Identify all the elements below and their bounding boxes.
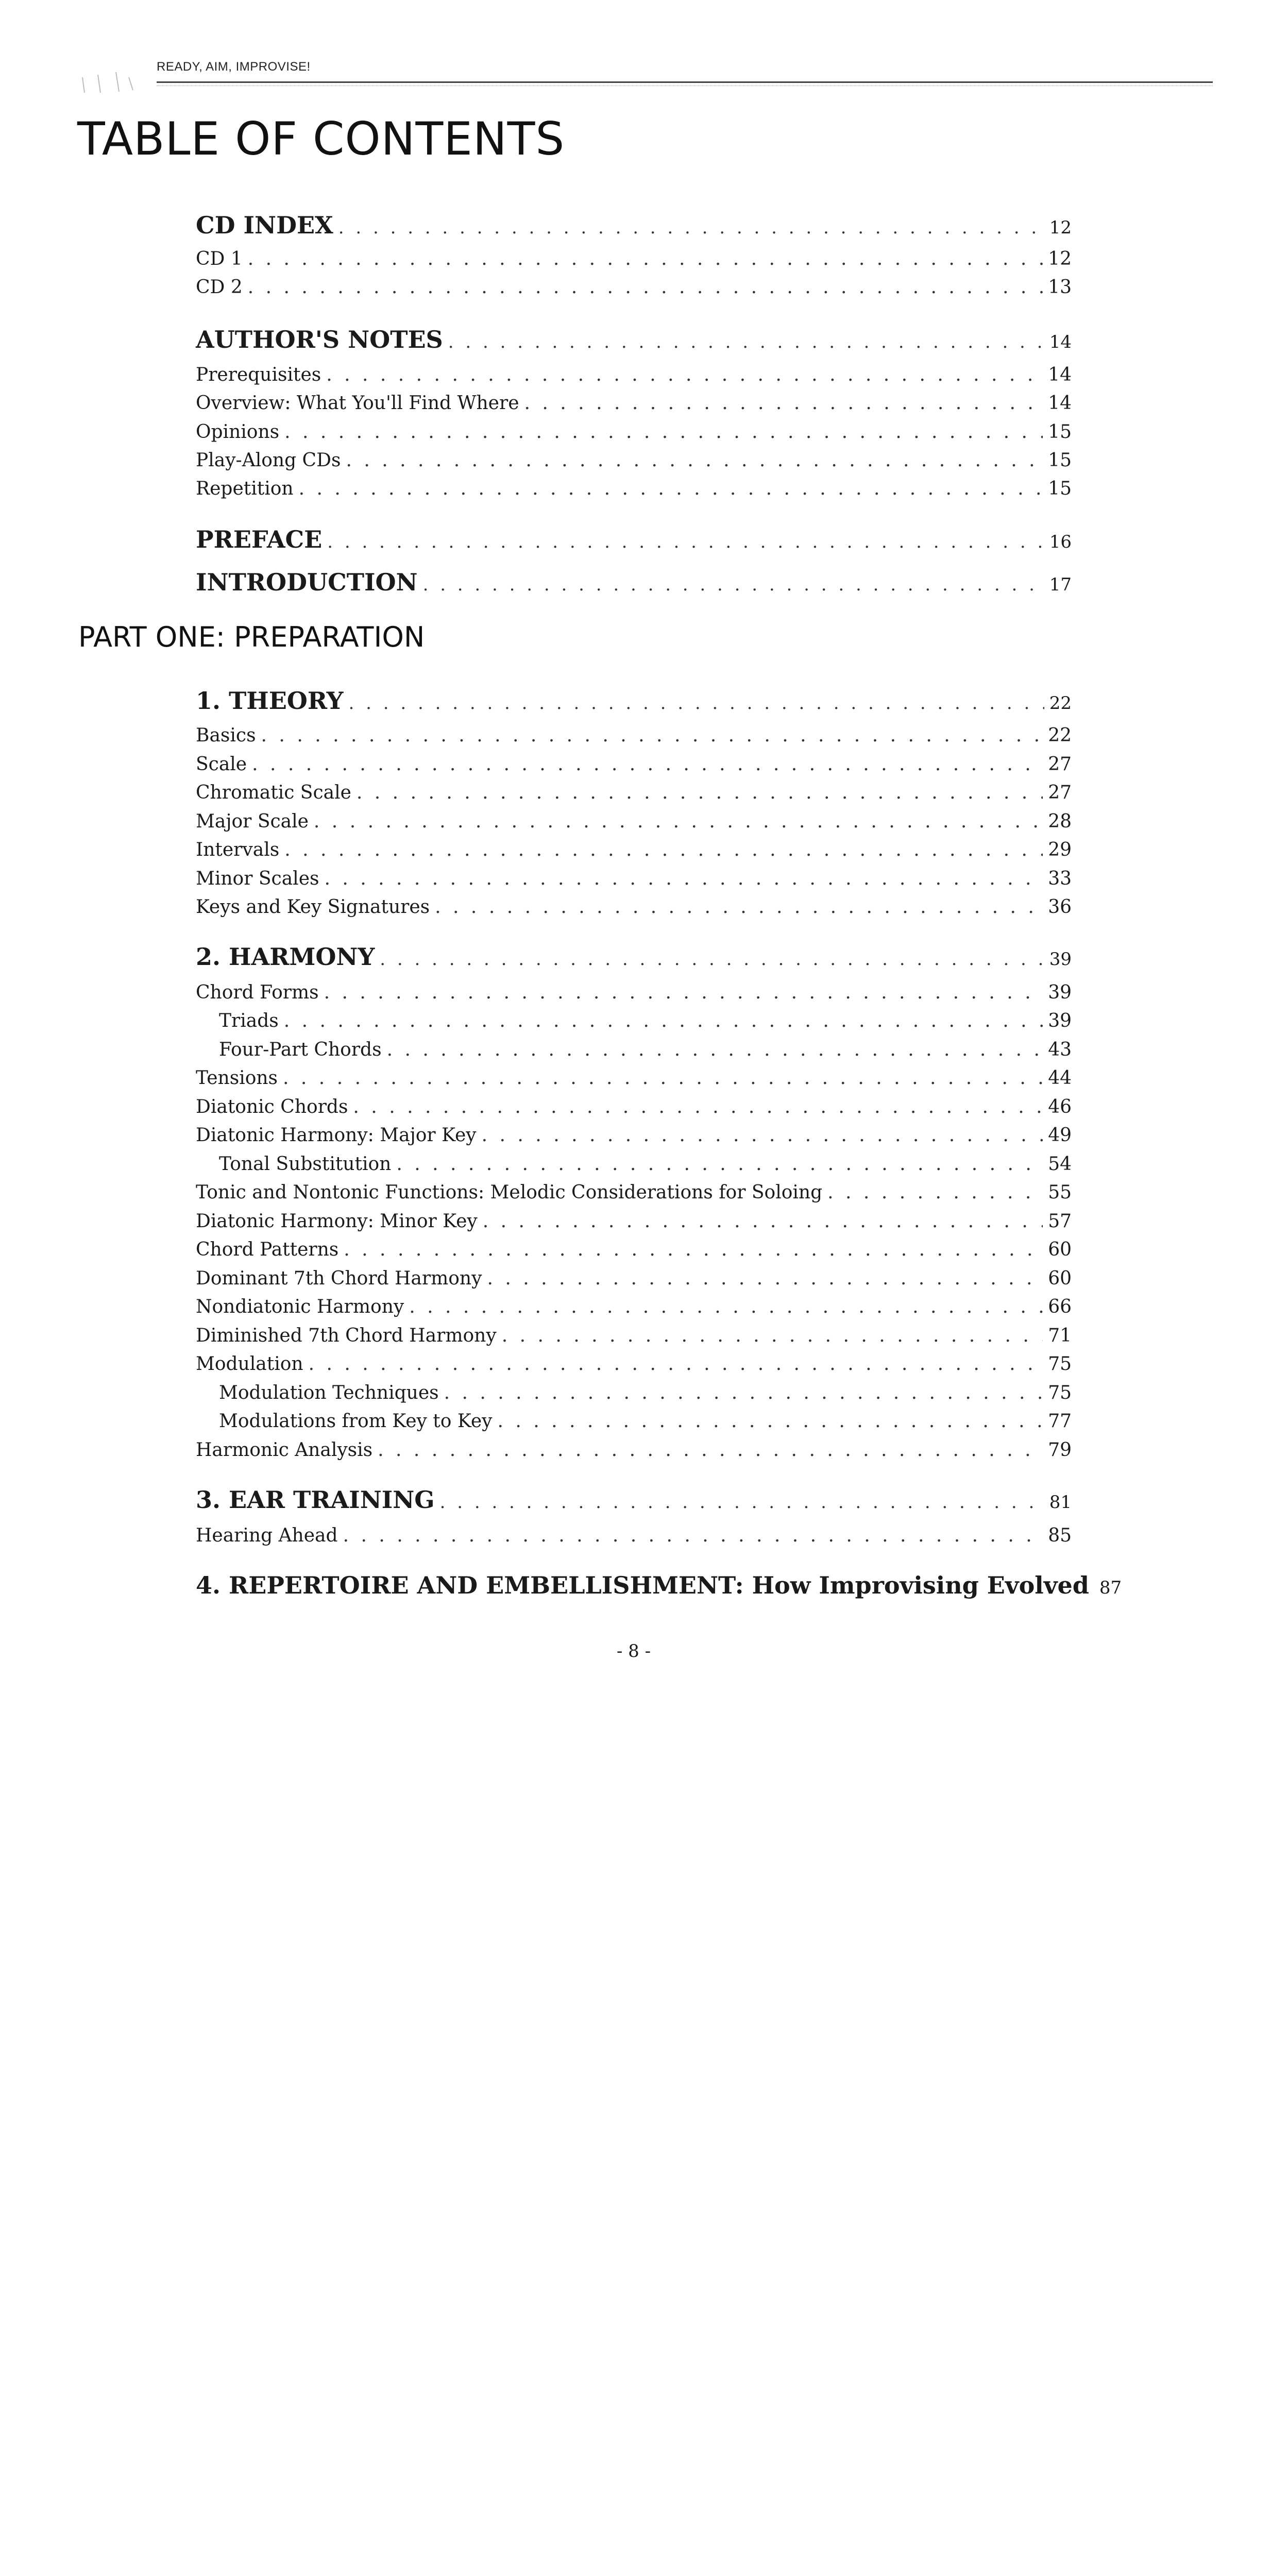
page-title: TABLE OF CONTENTS [77,112,565,165]
toc-entry-theory[interactable]: 1. THEORY . . . 22 [196,687,1072,715]
toc-entry-cd-1[interactable]: CD 1 . . . 12 [196,248,1072,269]
toc-entry-ear-training[interactable]: 3. EAR TRAINING . . . 81 [196,1486,1072,1514]
page-number: 12 [1049,217,1072,238]
page-number: 15 [1048,450,1072,471]
page-number: 16 [1049,532,1072,552]
toc-entry-dominant-7th-chord-harmony[interactable]: Dominant 7th Chord Harmony . . . 60 [196,1268,1072,1289]
toc-entry-major-scale[interactable]: Major Scale . . . 28 [196,811,1072,832]
page-number: 39 [1049,949,1072,970]
toc-entry-modulation[interactable]: Modulation . . . 75 [196,1353,1072,1375]
toc-entry-chord-patterns[interactable]: Chord Patterns . . . 60 [196,1239,1072,1260]
toc-entry-basics[interactable]: Basics . . . 22 [196,725,1072,746]
page-number: 66 [1048,1296,1072,1317]
toc-entry-overview[interactable]: Overview: What You'll Find Where . . . 14 [196,393,1072,414]
page-number: 14 [1048,364,1072,385]
toc-entry-intervals[interactable]: Intervals . . . 29 [196,839,1072,860]
page-number: 27 [1048,782,1072,803]
toc-entry-harmony[interactable]: 2. HARMONY . . . 39 [196,943,1072,971]
page-number: 36 [1048,896,1072,918]
page-number: 15 [1048,478,1072,499]
toc-entry-chord-forms[interactable]: Chord Forms . . . 39 [196,982,1072,1003]
toc-entry-scale[interactable]: Scale . . . 27 [196,754,1072,775]
page-number: 14 [1049,332,1072,352]
toc-entry-hearing-ahead[interactable]: Hearing Ahead . . . 85 [196,1525,1072,1546]
page-number: 33 [1048,868,1072,889]
toc-entry-repertoire-and-embellishment[interactable]: 4. REPERTOIRE AND EMBELLISHMENT: How Improvising Evolved 87 [196,1571,1122,1599]
toc-entry-keys-and-key-signatures[interactable]: Keys and Key Signatures . . . 36 [196,896,1072,918]
toc-entry-cd-index[interactable]: CD INDEX . . . 12 [196,211,1072,239]
page-number: 29 [1048,839,1072,860]
toc-entry-prerequisites[interactable]: Prerequisites . . . 14 [196,364,1072,385]
page-number: 17 [1049,574,1072,595]
page-number: 60 [1048,1239,1072,1260]
page-number: 75 [1048,1382,1072,1403]
page-number: 14 [1048,393,1072,414]
toc-entry-diminished-7th-chord-harmony[interactable]: Diminished 7th Chord Harmony . . . 71 [196,1325,1072,1346]
page-number: 39 [1048,982,1072,1003]
page-number: 44 [1048,1067,1072,1089]
page-number: 12 [1048,248,1072,269]
toc-entry-opinions[interactable]: Opinions . . . 15 [196,421,1072,443]
page-number: 81 [1049,1492,1072,1513]
part-one-title: PART ONE: PREPARATION [78,621,425,653]
toc-entry-minor-scales[interactable]: Minor Scales . . . 33 [196,868,1072,889]
toc-entry-authors-notes[interactable]: AUTHOR'S NOTES . . . 14 [196,326,1072,353]
page-number: 49 [1048,1125,1072,1146]
toc-entry-triads[interactable]: Triads . . . 39 [219,1010,1072,1031]
page-number: 22 [1049,693,1072,714]
toc-entry-play-along-cds[interactable]: Play-Along CDs . . . 15 [196,450,1072,471]
page-number: 43 [1048,1039,1072,1060]
page-number: 57 [1048,1211,1072,1232]
toc-entry-modulation-techniques[interactable]: Modulation Techniques . . . 75 [219,1382,1072,1403]
page-number: 55 [1048,1182,1072,1203]
page-number: 15 [1048,421,1072,443]
toc-entry-diatonic-harmony-minor-key[interactable]: Diatonic Harmony: Minor Key . . . 57 [196,1211,1072,1232]
page-number: 79 [1048,1439,1072,1461]
page-number: 75 [1048,1353,1072,1375]
toc-entry-tonal-substitution[interactable]: Tonal Substitution . . . 54 [219,1154,1072,1175]
page-number: 60 [1048,1268,1072,1289]
toc-entry-cd-2[interactable]: CD 2 . . . 13 [196,277,1072,298]
page-number: 54 [1048,1154,1072,1175]
page-number: 27 [1048,754,1072,775]
running-head: READY, AIM, IMPROVISE! [157,60,311,74]
toc-entry-tonic-nontonic-functions[interactable]: Tonic and Nontonic Functions: Melodic Considerations for Soloing . . . 55 [196,1182,1072,1203]
toc-entry-nondiatonic-harmony[interactable]: Nondiatonic Harmony . . . 66 [196,1296,1072,1317]
toc-entry-diatonic-harmony-major-key[interactable]: Diatonic Harmony: Major Key . . . 49 [196,1125,1072,1146]
toc-entry-tensions[interactable]: Tensions . . . 44 [196,1067,1072,1089]
toc-entry-chromatic-scale[interactable]: Chromatic Scale . . . 27 [196,782,1072,803]
page-number: 13 [1048,277,1072,298]
page-number: 46 [1048,1096,1072,1117]
toc-entry-introduction[interactable]: INTRODUCTION . . . 17 [196,568,1072,596]
toc-entry-modulations-from-key-to-key[interactable]: Modulations from Key to Key . . . 77 [219,1411,1072,1432]
page-number: 22 [1048,725,1072,746]
toc-entry-harmonic-analysis[interactable]: Harmonic Analysis . . . 79 [196,1439,1072,1461]
page-number: 85 [1048,1525,1072,1546]
toc-entry-preface[interactable]: PREFACE . . . 16 [196,526,1072,553]
page-folio: - 8 - [616,1641,651,1662]
page-number: 71 [1048,1325,1072,1346]
toc-entry-repetition[interactable]: Repetition . . . 15 [196,478,1072,499]
page-number: 87 [1099,1578,1122,1598]
page-number: 39 [1048,1010,1072,1031]
page-number: 77 [1048,1411,1072,1432]
toc-entry-diatonic-chords[interactable]: Diatonic Chords . . . 46 [196,1096,1072,1117]
page-number: 28 [1048,811,1072,832]
toc-entry-four-part-chords[interactable]: Four-Part Chords . . . 43 [219,1039,1072,1060]
